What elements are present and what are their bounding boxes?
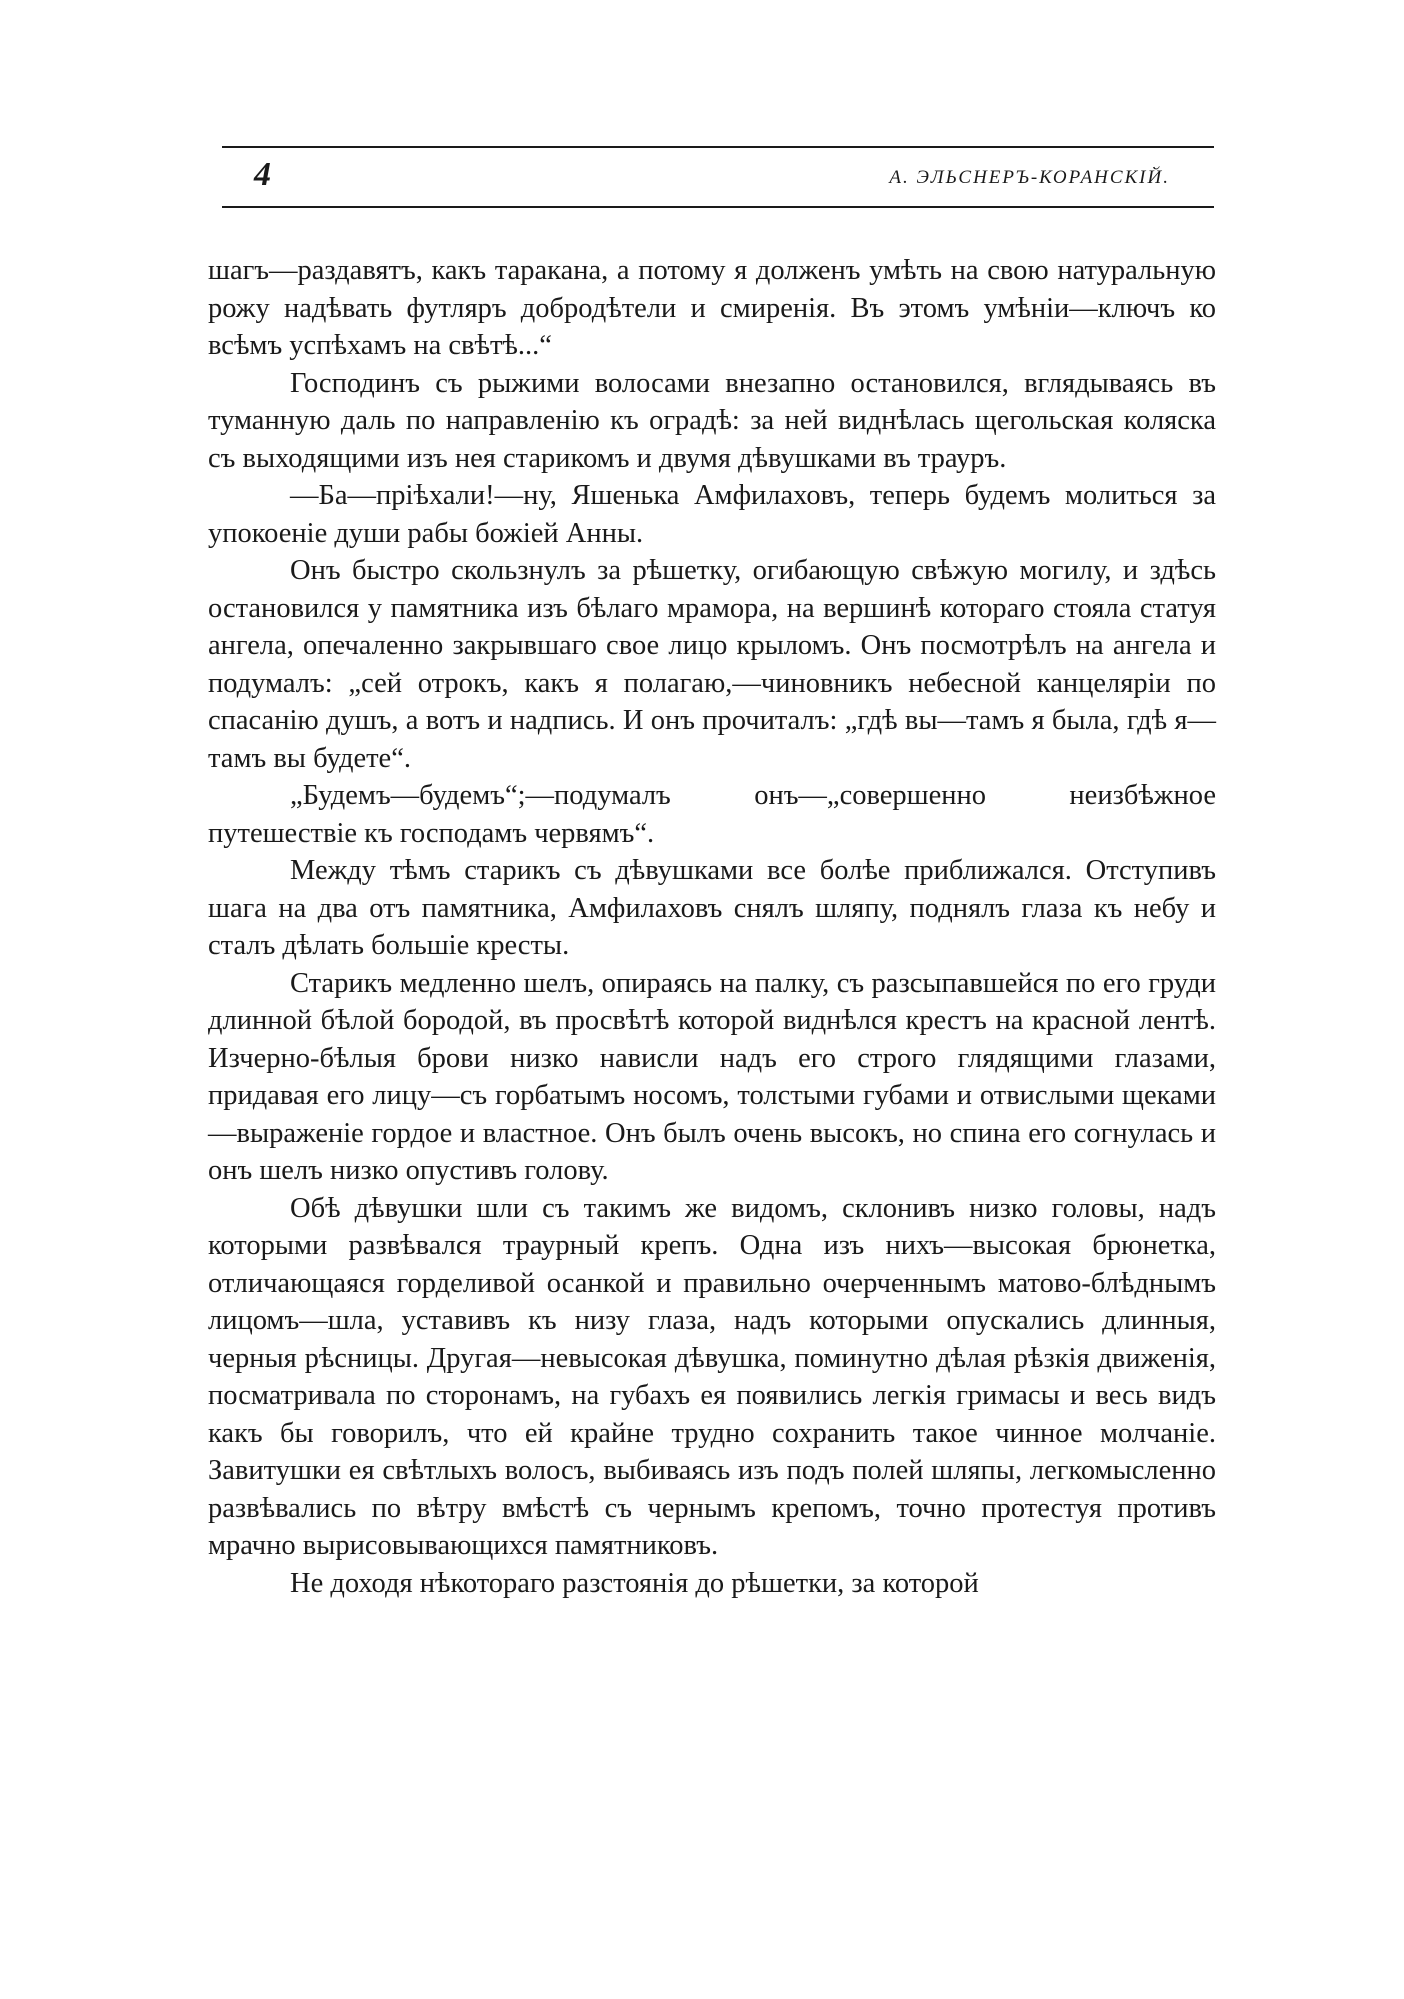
paragraph: Обѣ дѣвушки шли съ такимъ же видомъ, склонивъ низко головы, надъ которыми развѣвался траурный крепъ. Одна изъ нихъ—высокая брюнетка, отличающаяся горделивой осанкой и правильно очерченнымъ матово-блѣднымъ лицомъ—шла, уставивъ къ низу глаза, надъ которыми опускались длинныя, черныя рѣсницы. Другая—невысокая дѣвушка, поминутно дѣлая рѣзкія движенія, посматривала по сторонамъ, на губахъ ея появились легкія гримасы и весь видъ какъ бы говорилъ, что ей крайне трудно сохранить такое чинное молчаніе. Завитушки ея свѣтлыхъ волосъ, выбиваясь изъ подъ полей шляпы, легкомысленно развѣвались по вѣтру вмѣстѣ съ чернымъ крепомъ, точно протестуя противъ мрачно вырисовывающихся памятниковъ. (208, 1192, 1216, 1561)
paragraph: Онъ быстро скользнулъ за рѣшетку, огибающую свѣжую могилу, и здѣсь остановился у памятника изъ бѣлаго мрамора, на вершинѣ котораго стояла статуя ангела, опечаленно закрывшаго свое лицо крыломъ. Онъ посмотрѣлъ на ангела и подумалъ: „сей отрокъ, какъ я полагаю,—чиновникъ небесной канцеляріи по спасанію душъ, а вотъ и надпись. И онъ прочиталъ: „гдѣ вы—тамъ я была, гдѣ я—тамъ вы будете“. (208, 555, 1216, 774)
paragraph-continuation: шагъ—раздавятъ, какъ таракана, а потому я долженъ умѣть на свою натуральную рожу надѣвать футляръ добродѣтели и смиренія. Въ этомъ умѣніи—ключъ ко всѣмъ успѣхамъ на свѣтѣ...“ (208, 255, 1216, 361)
paragraph: Старикъ медленно шелъ, опираясь на палку, съ разсыпавшейся по его груди длинной бѣлой бородой, въ просвѣтѣ которой виднѣлся крестъ на красной лентѣ. Изчерно-бѣлыя брови низко нависли надъ его строго глядящими глазами, придавая его лицу—съ горбатымъ носомъ, толстыми губами и отвислыми щеками—выраженіе гордое и властное. Онъ былъ очень высокъ, но спина его согнулась и онъ шелъ низко опустивъ голову. (208, 967, 1216, 1186)
running-head-author: А. ЭЛЬСНЕРЪ-КОРАНСКIЙ. (889, 167, 1170, 188)
body-text (208, 252, 1216, 1602)
paragraph: —Ба—пріѣхали!—ну, Яшенька Амфилаховъ, теперь будемъ молиться за упокоеніе души рабы божіей Анны. (208, 480, 1216, 549)
header-bottom-rule (222, 206, 1214, 208)
page-number: 4 (254, 156, 271, 193)
paragraph: Не доходя нѣкотораго разстоянія до рѣшетки, за которой (290, 1567, 979, 1599)
paragraph: Господинъ съ рыжими волосами внезапно остановился, вглядываясь въ туманную даль по направленію къ оградѣ: за ней виднѣлась щегольская коляска съ выходящими изъ нея старикомъ и двумя дѣвушками въ трауръ. (208, 367, 1216, 474)
paragraph: „Будемъ—будемъ“;—подумалъ онъ—„совершенно неизбѣжное путешествіе къ господамъ червямъ“. (208, 780, 1216, 849)
paragraph: Между тѣмъ старикъ съ дѣвушками все болѣе приближался. Отступивъ шага на два отъ памятника, Амфилаховъ снялъ шляпу, поднялъ глаза къ небу и сталъ дѣлать большіе кресты. (208, 855, 1216, 961)
header-top-rule (222, 146, 1214, 148)
